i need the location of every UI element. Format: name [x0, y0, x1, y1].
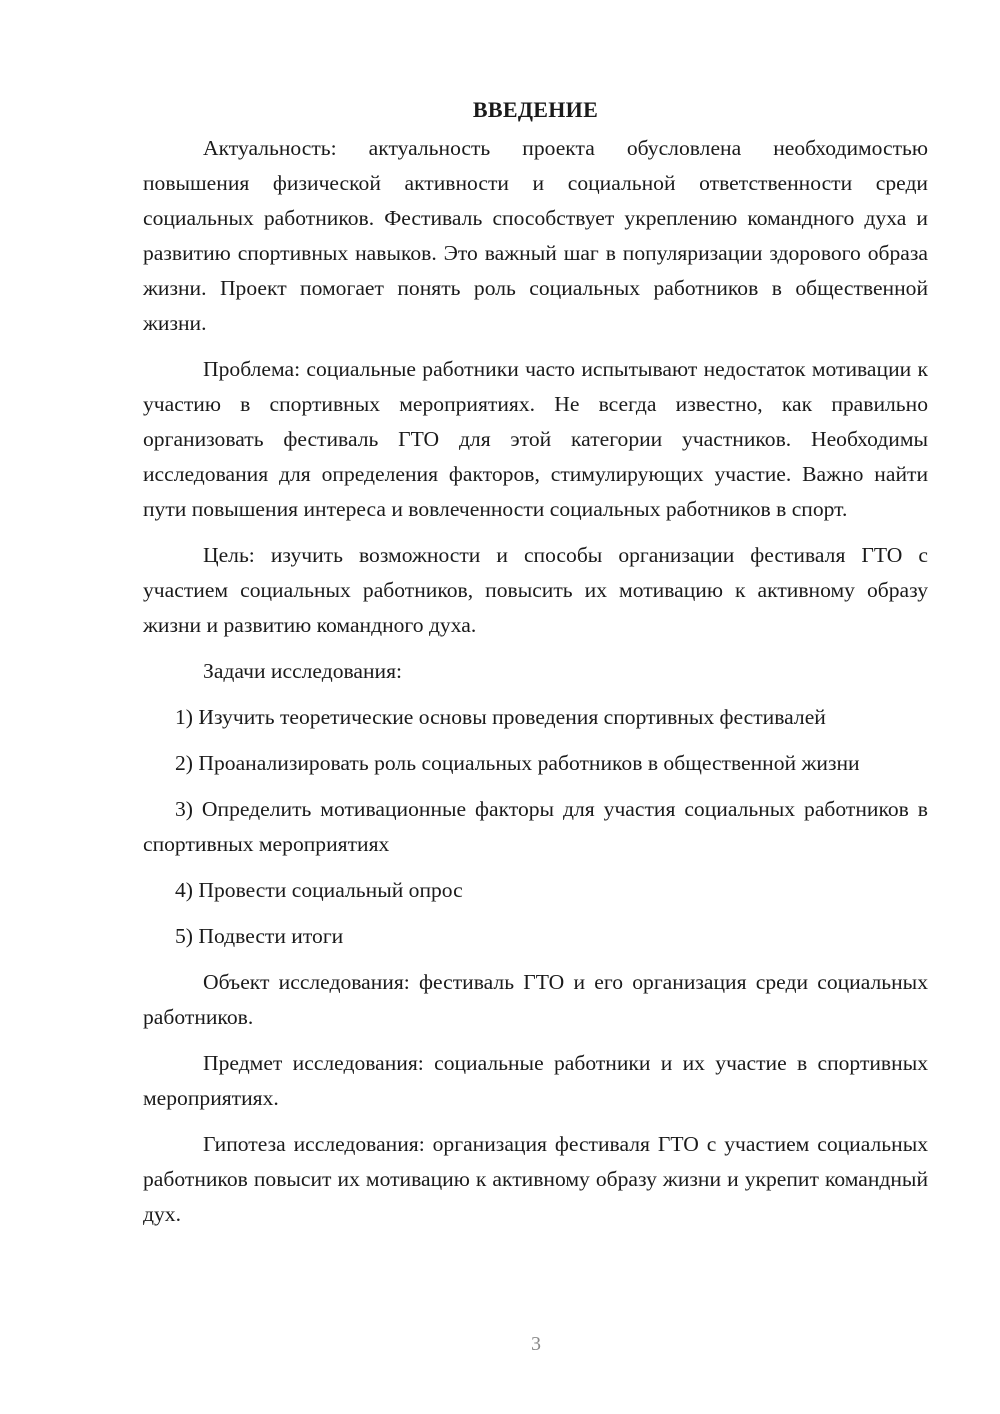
hypothesis-paragraph: Гипотеза исследования: организация фестиваля ГТО с участием социальных работников повысит их мотивацию к активному образу жизни и укрепит командный дух. [143, 1132, 928, 1226]
task-item-3: 3) Определить мотивационные факторы для участия социальных работников в спортивных мероприятиях [143, 797, 928, 856]
relevance-paragraph: Актуальность: актуальность проекта обусловлена необходимостью повышения физической активности и социальной ответственности среди социальных работников. Фестиваль способствует укреплению командного духа и развитию спортивных навыков. Это важный шаг в популяризации здорового образа жизни. Проект помогает понять роль социальных работников в общественной жизни. [143, 136, 928, 335]
page-title: ВВЕДЕНИЕ [472, 97, 599, 122]
problem-paragraph: Проблема: социальные работники часто испытывают недостаток мотивации к участию в спортивных мероприятиях. Не всегда известно, как правильно организовать фестиваль ГТО для этой категории участников. Необходимы исследования для определения факторов, стимулирующих участие. Важно найти пути повышения интереса и вовлеченности социальных работников в спорт. [143, 357, 928, 521]
subject-paragraph: Предмет исследования: социальные работники и их участие в спортивных мероприятиях. [143, 1051, 928, 1110]
task-item-5: 5) Подвести итоги [175, 924, 344, 948]
object-paragraph: Объект исследования: фестиваль ГТО и его организация среди социальных работников. [143, 970, 928, 1029]
goal-paragraph: Цель: изучить возможности и способы организации фестиваля ГТО с участием социальных работников, повысить их мотивацию к активному образу жизни и развитию командного духа. [143, 543, 928, 637]
tasks-heading: Задачи исследования: [203, 659, 403, 683]
page-number: 3 [531, 1333, 541, 1355]
task-item-1: 1) Изучить теоретические основы проведения спортивных фестивалей [175, 705, 826, 729]
task-item-4: 4) Провести социальный опрос [175, 878, 463, 902]
task-item-2: 2) Проанализировать роль социальных работников в общественной жизни [175, 751, 860, 775]
document-page [143, 92, 928, 1243]
